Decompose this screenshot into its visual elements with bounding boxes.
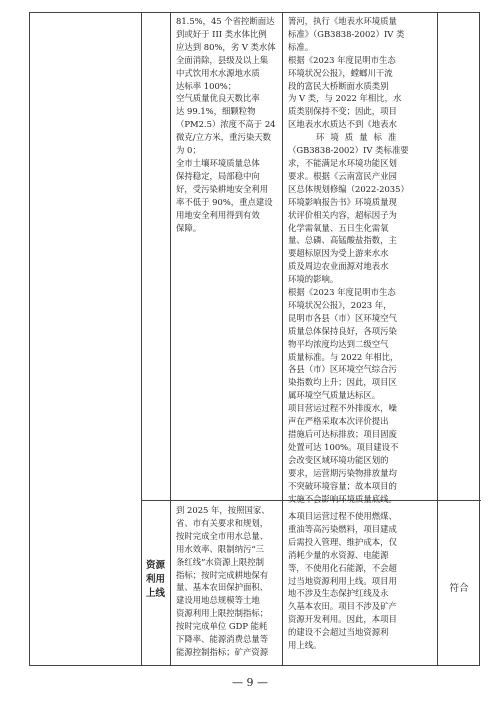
row2-result-label: 符合 xyxy=(449,583,469,594)
row1-requirement-text: 81.5%，45 个省控断面达 到或好于 III 类水体比例 应达到 80%，劣 V 类水体 全面消除，县级及以上集 中式饮用水水源地水质 达标率 100%； 空气质量优良天数比率 达 99.1%，细颗粒物 （PM2.5）浓度不高于 24 微克/立方米，重污染天数 为 0； 全市土壤环境质量总体 保持稳定，局部稳中向 好，受污染耕地安全利用 率不低于 90%，重点建设 用地安全利用得到有效 保障。 xyxy=(176,16,276,233)
compliance-table xyxy=(29,12,480,666)
row2-requirement-text: 到 2025 年，按照国家、 省、市有关要求和规划， 按时完成全市用水总量、 用水效率、限制纳污“三 条红线”水资源上限控制 指标；按时完成耕地保有 量、基本农田保护面积、 建设用地总规模等土地 资源利用上限控制指标； 按时完成单位 GDP 能耗 下降率、能源消费总量等 能源控制指标；矿产资源 xyxy=(176,505,270,657)
column-divider xyxy=(170,13,171,665)
column-divider xyxy=(282,13,283,665)
row2-category-label: 资源 利用 上线 xyxy=(145,560,165,599)
page-number: — 9 — xyxy=(232,676,268,689)
row1-analysis-text: 箐河，执行《地表水环境质量 标准》（GB3838-2002）IV 类 标准。 根据《2023 年度昆明市生态 环境状况公报》，螳螂川干流 段的富民大桥断面水质类别 为 V 类，与 2022 年相比，水 质类别保持不变；因此，项目 区地表水水质达不到《地表水 环境质量标准 （GB3838-2002）IV 类标准要 求，不能满足水环境功能区划 要求。根据《云南富民产业园 区总体规划修编（2022-2035） 环境影响报告书》环境质量现 状评价相关内容，超标因子为 化学需氧量、五日生化需氧 量、总磷、高锰酸盐指数，主 要超标原因为受上游来水水 质及周边农业面源对地表水 环境的影响。 根据《2023 年度昆明市生态 环境状况公报》，2023 年， 昆明市各县（市）区环境空气 质量总体保持良好，各项污染 物平均浓度均达到二级空气 质量标准。与 2022 年相比， 各县（市）区环境空气综合污 染指数均上升；因此，项目区 属环境空气质量达标区。 项目营运过程不外排废水，噪 声在严格采取本次评价提出 措施后可达标排放；项目固废 处置可达 100%。项目建设不 会改变区域环境功能区划的 要求，运营期污染物排放量均 不突破环境容量；故本项目的 实施不会影响环境质量底线。 xyxy=(288,16,409,504)
row2-analysis-text: 本项目运营过程不使用燃煤、 重油等高污染燃料，项目建成 后需投入管理、维护成本，仅 消耗少量的水资源、电能源 等，不使用化石能源，不会超 过当地资源利用上线。项目用 地不涉及生态保护红线及永 久基本农田。项目不涉及矿产 资源开发利用。因此，本项目 的建设不会超过当地资源利 用上线。 xyxy=(288,511,397,651)
column-divider xyxy=(437,13,438,665)
